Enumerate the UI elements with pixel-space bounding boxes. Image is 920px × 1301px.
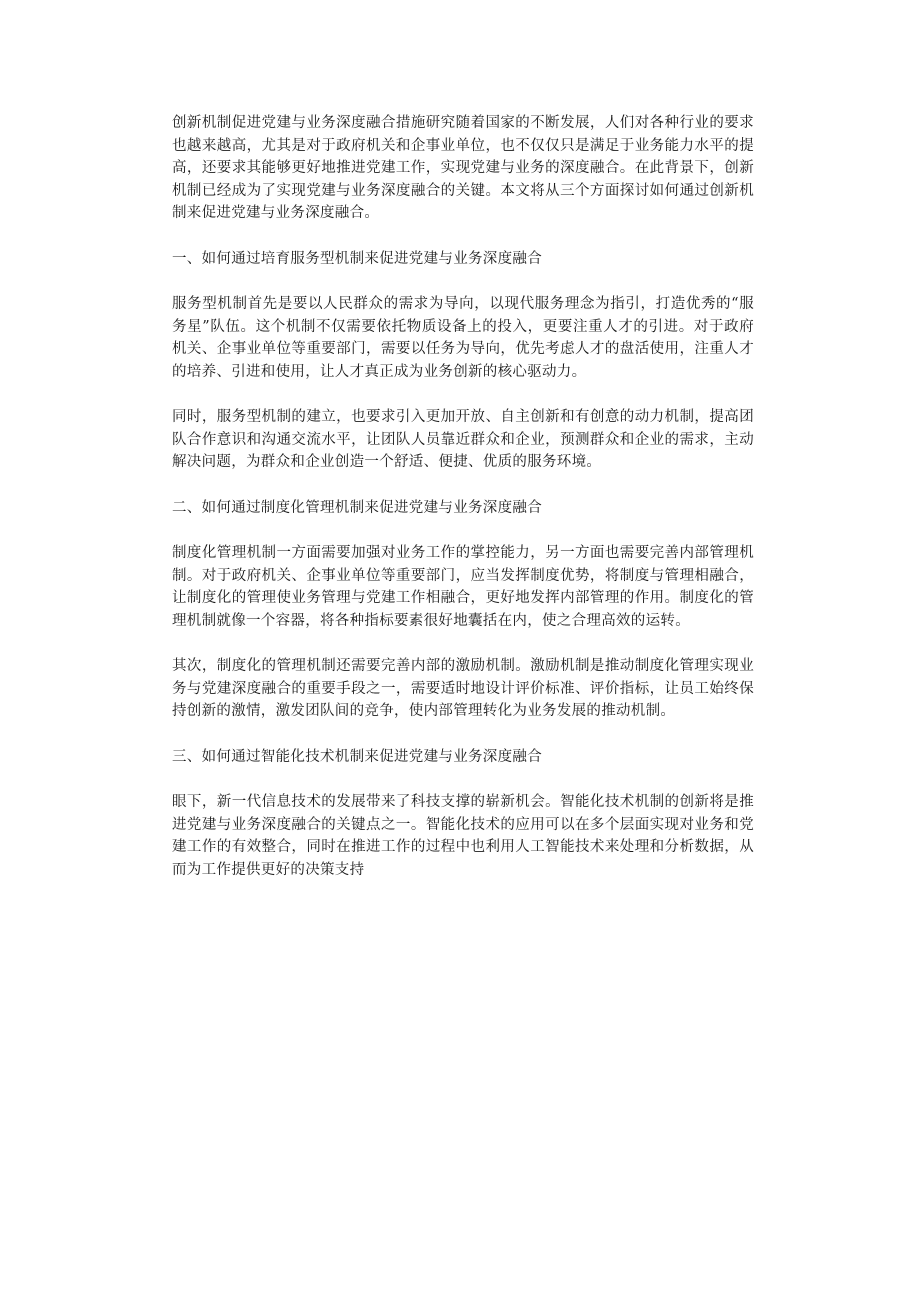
section-3-paragraph-1: 眼下，新一代信息技术的发展带来了科技支撑的崭新机会。智能化技术机制的创新将是推进党建与业务深度融合的关键点之一。智能化技术的应用可以在多个层面实现对业务和党建工作的有效整合，同时在推进工作的过程中也利用人工智能技术来处理和分析数据，从而为工作提供更好的决策支持: [172, 794, 754, 878]
section-2-heading: 二、如何通过制度化管理机制来促进党建与业务深度融合: [172, 499, 542, 516]
section-1-heading: 一、如何通过培育服务型机制来促进党建与业务深度融合: [172, 250, 542, 267]
document-page: [172, 112, 754, 904]
intro-paragraph: 创新机制促进党建与业务深度融合措施研究随着国家的不断发展，人们对各种行业的要求也越来越高，尤其是对于政府机关和企事业单位，也不仅仅只是满足于业务能力水平的提高，还要求其能够更好地推进党建工作，实现党建与业务的深度融合。在此背景下，创新机制已经成为了实现党建与业务深度融合的关键。本文将从三个方面探讨如何通过创新机制来促进党建与业务深度融合。: [172, 115, 754, 221]
section-1-paragraph-2: 同时，服务型机制的建立，也要求引入更加开放、自主创新和有创意的动力机制，提高团队合作意识和沟通交流水平，让团队人员靠近群众和企业，预测群众和企业的需求，主动解决问题，为群众和企业创造一个舒适、便捷、优质的服务环境。: [172, 409, 754, 470]
section-2-paragraph-2: 其次，制度化的管理机制还需要完善内部的激励机制。激励机制是推动制度化管理实现业务与党建深度融合的重要手段之一，需要适时地设计评价标准、评价指标，让员工始终保持创新的激情，激发团队间的竞争，使内部管理转化为业务发展的推动机制。: [172, 658, 754, 719]
section-2-paragraph-1: 制度化管理机制一方面需要加强对业务工作的掌控能力，另一方面也需要完善内部管理机制。对于政府机关、企事业单位等重要部门，应当发挥制度优势，将制度与管理相融合，让制度化的管理使业务管理与党建工作相融合，更好地发挥内部管理的作用。制度化的管理机制就像一个容器，将各种指标要素很好地囊括在内，使之合理高效的运转。: [172, 545, 754, 629]
section-3-heading: 三、如何通过智能化技术机制来促进党建与业务深度融合: [172, 748, 542, 765]
section-1-paragraph-1: 服务型机制首先是要以人民群众的需求为导向，以现代服务理念为指引，打造优秀的“服务星”队伍。这个机制不仅需要依托物质设备上的投入，更要注重人才的引进。对于政府机关、企事业单位等重要部门，需要以任务为导向，优先考虑人才的盘活使用，注重人才的培养、引进和使用，让人才真正成为业务创新的核心驱动力。: [172, 296, 754, 380]
